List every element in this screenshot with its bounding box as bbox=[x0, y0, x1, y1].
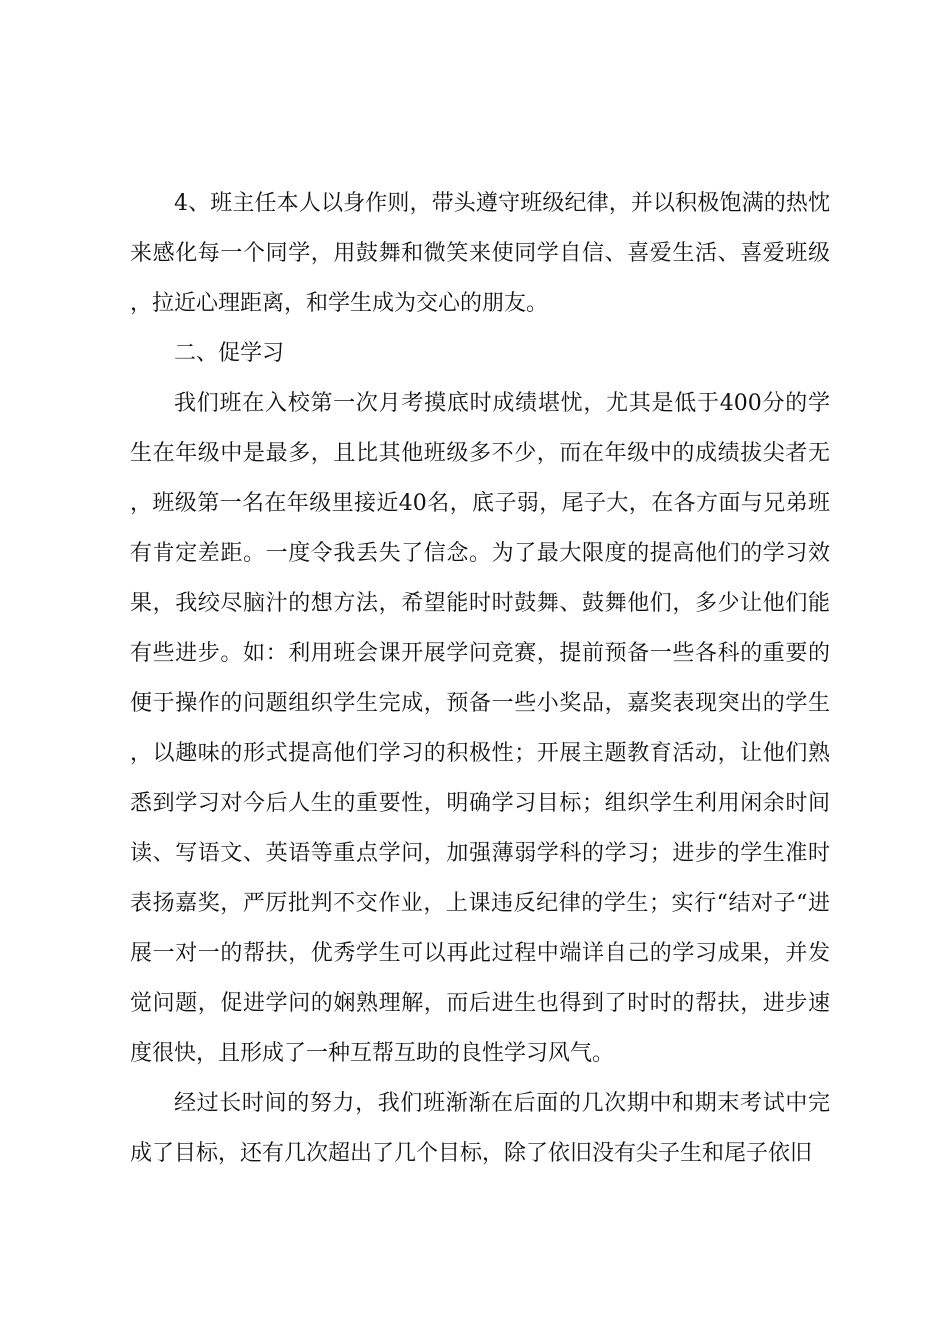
paragraph-results: 经过长时间的努力，我们班渐渐在后面的几次期中和期末考试中完成了目标，还有几次超出了几个目标，除了依旧没有尖子生和尾子依旧 bbox=[130, 1091, 830, 1166]
paragraph-teacher-example: 4、班主任本人以身作则，带头遵守班级纪律，并以积极饱满的热忱来感化每一个同学，用鼓舞和微笑来使同学自信、喜爱生活、喜爱班级，拉近心理距离，和学生成为交心的朋友。 bbox=[130, 191, 830, 316]
document-page bbox=[130, 179, 830, 1179]
section-heading-promote-study: 二、促学习 bbox=[174, 341, 285, 366]
paragraph-study-measures: 我们班在入校第一次月考摸底时成绩堪忧，尤其是低于400分的学生在年级中是最多，且比其他班级多不少，而在年级中的成绩拔尖者无，班级第一名在年级里接近40名，底子弱，尾子大，在各方面与兄弟班有肯定差距。一度令我丢失了信念。为了最大限度的提高他们的学习效果，我绞尽脑汁的想方法，希望能时时鼓舞、鼓舞他们，多少让他们能有些进步。如：利用班会课开展学问竞赛，提前预备一些各科的重要的便于操作的问题组织学生完成，预备一些小奖品，嘉奖表现突出的学生，以趣味的形式提高他们学习的积极性；开展主题教育活动，让他们熟悉到学习对今后人生的重要性，明确学习目标；组织学生利用闲余时间读、写语文、英语等重点学问，加强薄弱学科的学习；进步的学生准时表扬嘉奖，严厉批判不交作业，上课违反纪律的学生；实行“结对子“进展一对一的帮扶，优秀学生可以再此过程中端详自己的学习成果，并发觉问题，促进学问的娴熟理解，而后进生也得到了时时的帮扶，进步速度很快，且形成了一种互帮互助的良性学习风气。 bbox=[130, 391, 830, 1066]
